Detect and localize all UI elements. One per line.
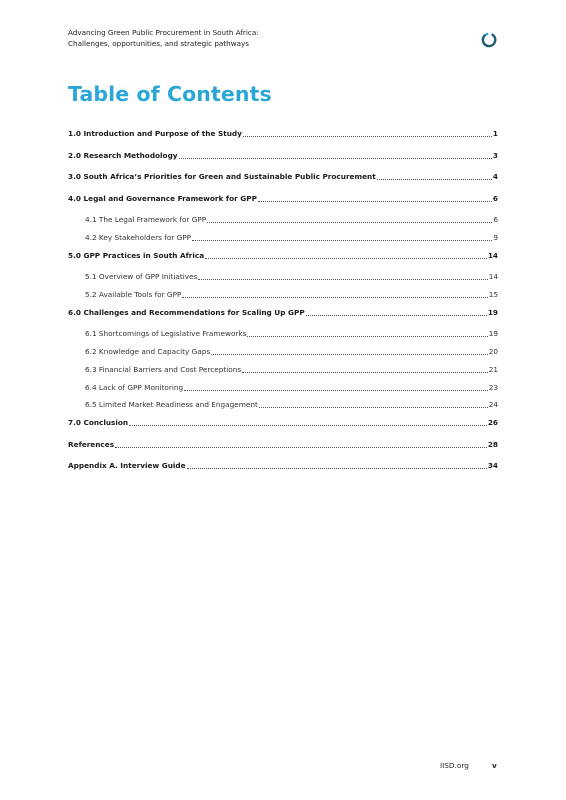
toc-leader-dots [242, 372, 488, 373]
toc-entry[interactable] [68, 232, 498, 244]
toc-entry-label: 6.1 Shortcomings of Legislative Frameworks [85, 329, 247, 339]
toc-leader-dots [198, 279, 487, 280]
toc-leader-dots [247, 336, 487, 337]
toc-entry-label: 5.1 Overview of GPP Initiatives [85, 272, 198, 282]
toc-entry[interactable] [68, 417, 498, 429]
toc-leader-dots [259, 407, 488, 408]
toc-entry-page: 23 [488, 382, 498, 392]
toc-entry-page: 6 [492, 193, 498, 203]
toc-leader-dots [205, 258, 487, 259]
toc-leader-dots [182, 297, 487, 298]
toc-entry-label: 7.0 Conclusion [68, 418, 129, 428]
toc-entry-page: 19 [487, 307, 498, 317]
toc-entry[interactable] [68, 289, 498, 301]
toc-entry[interactable] [68, 328, 498, 340]
toc-entry-label: 4.0 Legal and Governance Framework for GPP [68, 193, 257, 203]
toc-entry-page: 9 [493, 232, 498, 242]
toc-leader-dots [243, 136, 492, 137]
toc-entry[interactable] [68, 307, 498, 319]
toc-entry-page: 34 [487, 461, 498, 471]
toc-entry[interactable] [68, 214, 498, 226]
toc-entry-label: Appendix A. Interview Guide [68, 461, 186, 471]
toc-entry-label: 4.1 The Legal Framework for GPP [85, 215, 207, 224]
toc-entry-page: 24 [488, 400, 498, 410]
toc-leader-dots [115, 447, 487, 448]
toc-entry-label: 6.4 Lack of GPP Monitoring [85, 382, 184, 392]
toc-leader-dots [306, 315, 487, 316]
toc-entry-label: 1.0 Introduction and Purpose of the Study [68, 129, 242, 138]
toc-entry-page: 14 [488, 272, 498, 282]
toc-entry-label: 2.0 Research Methodology [68, 150, 178, 160]
toc-entry-page: 15 [488, 289, 498, 299]
toc-entry[interactable] [68, 193, 498, 205]
toc-leader-dots [192, 240, 492, 241]
toc-entry-label: 6.0 Challenges and Recommendations for Scaling Up GPP [68, 307, 305, 317]
toc-entry[interactable] [68, 128, 498, 140]
toc-entry-label: 6.5 Limited Market Readiness and Engagement [85, 400, 258, 410]
footer-site: IISD.org [440, 761, 469, 770]
toc-entry-page: 28 [487, 439, 498, 449]
toc-leader-dots [207, 222, 492, 223]
toc-entry[interactable] [68, 364, 498, 376]
toc-leader-dots [258, 201, 492, 202]
toc-entry[interactable] [68, 271, 498, 283]
toc-entry-page: 4 [492, 172, 498, 181]
page-footer [440, 761, 497, 770]
page-title: Table of Contents [68, 82, 272, 106]
footer-page-number: v [492, 761, 497, 770]
toc-entry-label: 3.0 South Africa’s Priorities for Green and Sustainable Public Procurement [68, 172, 376, 181]
toc-entry-label: 6.2 Knowledge and Capacity Gaps [85, 346, 211, 356]
toc-entry-page: 20 [488, 346, 498, 356]
toc-entry-label: 5.0 GPP Practices in South Africa [68, 250, 205, 260]
toc-leader-dots [129, 425, 487, 426]
toc-entry[interactable] [68, 171, 498, 183]
toc-entry-label: 5.2 Available Tools for GPP [85, 289, 182, 299]
toc-entry[interactable] [68, 250, 498, 262]
toc-entry[interactable] [68, 382, 498, 394]
header-line-1: Advancing Green Public Procurement in South Africa: [68, 28, 259, 37]
toc-entry[interactable] [68, 150, 498, 162]
toc-entry-page: 1 [492, 129, 498, 138]
toc-entry[interactable] [68, 439, 498, 451]
toc-entry-page: 3 [492, 150, 498, 160]
running-header [68, 27, 428, 49]
toc-entry-page: 21 [488, 364, 498, 374]
toc-leader-dots [179, 158, 492, 159]
toc-entry-page: 26 [487, 418, 498, 428]
header-line-2: Challenges, opportunities, and strategic pathways [68, 39, 249, 48]
table-of-contents [68, 128, 498, 482]
toc-leader-dots [187, 468, 487, 469]
toc-entry-page: 19 [488, 329, 498, 339]
toc-entry-page: 14 [487, 250, 498, 260]
toc-entry-label: References [68, 439, 115, 449]
toc-entry[interactable] [68, 460, 498, 472]
toc-leader-dots [184, 390, 488, 391]
toc-entry[interactable] [68, 399, 498, 411]
ring-logo-icon [481, 32, 497, 48]
toc-entry[interactable] [68, 346, 498, 358]
toc-entry-page: 6 [493, 215, 498, 224]
toc-entry-label: 6.3 Financial Barriers and Cost Perceptions [85, 364, 242, 374]
toc-entry-label: 4.2 Key Stakeholders for GPP [85, 232, 192, 242]
toc-leader-dots [211, 354, 488, 355]
toc-leader-dots [377, 179, 492, 180]
